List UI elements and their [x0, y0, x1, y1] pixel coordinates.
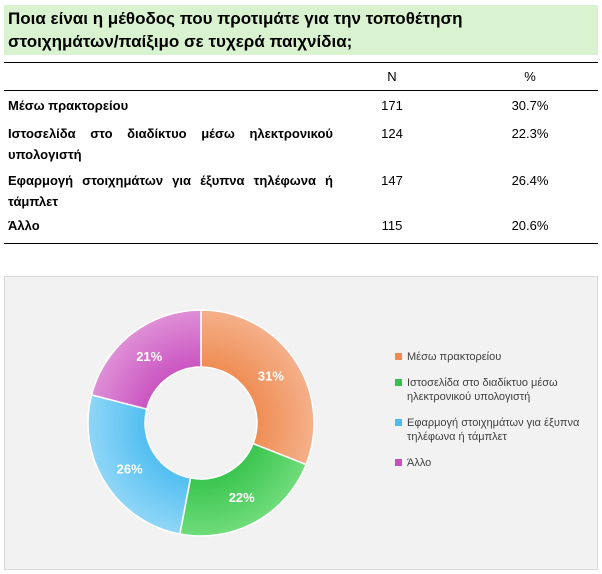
legend-swatch — [395, 459, 402, 466]
legend-label: Εφαρμογή στοιχημάτων για έξυπνα τηλέφωνα ή τάμπλετ — [407, 417, 580, 443]
data-label: 31% — [257, 368, 284, 384]
chart-legend — [395, 350, 595, 482]
header-n: N — [387, 69, 397, 84]
data-label: 21% — [136, 349, 163, 365]
legend-item — [395, 376, 595, 404]
legend-swatch — [395, 353, 402, 360]
legend-label: Άλλο — [407, 457, 432, 469]
row-n: 115 — [381, 218, 403, 233]
legend-item — [395, 350, 595, 364]
row-n: 147 — [381, 173, 403, 188]
row-n: 171 — [381, 98, 403, 113]
legend-item — [395, 416, 595, 444]
data-label: 22% — [228, 490, 255, 506]
legend-label: Μέσω πρακτορείου — [407, 351, 502, 363]
row-pct: 20.6% — [511, 218, 549, 233]
row-pct: 26.4% — [511, 173, 549, 188]
row-label: Μέσω πρακτορείου — [8, 98, 129, 113]
legend-swatch — [395, 379, 402, 386]
header-pct: % — [524, 69, 536, 84]
row-n: 124 — [381, 126, 403, 141]
row-label: Ιστοσελίδα στο διαδίκτυο μέσω ηλεκτρονικού υπολογιστή — [8, 126, 333, 162]
row-pct: 22.3% — [511, 126, 549, 141]
donut-slice — [201, 310, 314, 465]
row-label: Άλλο — [8, 218, 40, 233]
question-line-2: στοιχημάτων/παίξιμο σε τυχερά παιχνίδια; — [8, 32, 353, 51]
legend-label: Ιστοσελίδα στο διαδίκτυο μέσω ηλεκτρονικού υπολογιστή — [407, 377, 558, 403]
data-label: 26% — [116, 461, 143, 477]
row-pct: 30.7% — [511, 98, 549, 113]
row-label: Εφαρμογή στοιχημάτων για έξυπνα τηλέφωνα ή τάμπλετ — [8, 173, 333, 209]
question-line-1: Ποια είναι η μέθοδος που προτιμάτε για την τοποθέτηση — [8, 9, 463, 28]
legend-swatch — [395, 419, 402, 426]
legend-item — [395, 456, 595, 470]
